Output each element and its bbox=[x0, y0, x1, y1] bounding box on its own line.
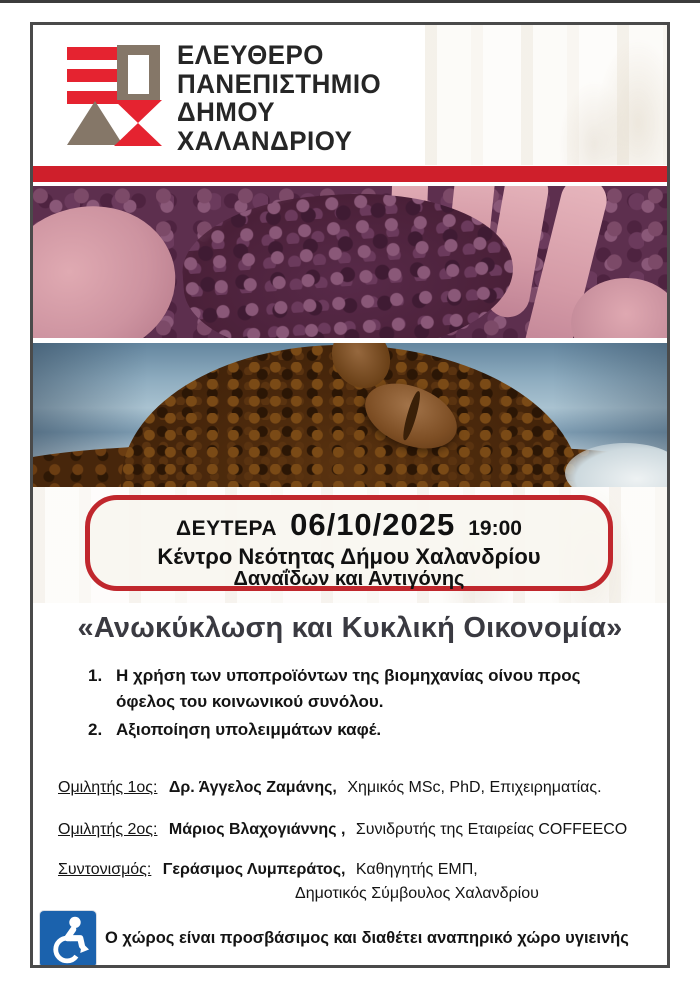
speaker-label: Ομιλητής 1ος: bbox=[58, 779, 158, 796]
speaker-desc: Χημικός MSc, PhD, Επιχειρηματίας. bbox=[347, 779, 602, 796]
org-name-line: ΠΑΝΕΠΙΣΤΗΜΙΟ bbox=[177, 68, 382, 99]
speaker-line bbox=[58, 779, 602, 797]
coffee-grounds-photo bbox=[33, 343, 667, 487]
moderator-label: Συντονισμός: bbox=[58, 861, 152, 878]
org-name-line: ΔΗΜΟΥ bbox=[177, 97, 276, 128]
event-title: «Ανωκύκλωση και Κυκλική Οικονομία» bbox=[77, 612, 623, 644]
wine-pomace-photo bbox=[33, 186, 667, 338]
moderator-desc: Καθηγητής ΕΜΠ, bbox=[355, 861, 478, 878]
university-logo-icon bbox=[67, 45, 167, 147]
topic-text: Αξιοποίηση υπολειμμάτων καφέ. bbox=[116, 720, 382, 739]
moderator-name: Γεράσιμος Λυμπεράτος, bbox=[162, 861, 346, 878]
moderator-desc-line2: Δημοτικός Σύμβουλος Χαλανδρίου bbox=[295, 885, 539, 902]
topic-number: 1. bbox=[88, 666, 103, 685]
event-day: ΔΕΥΤΕΡΑ bbox=[176, 517, 278, 540]
topic-number: 2. bbox=[88, 720, 103, 739]
topic-item bbox=[88, 663, 641, 714]
speaker-line bbox=[58, 821, 627, 839]
event-address: Δαναΐδων και Αντιγόνης bbox=[233, 568, 465, 590]
poster-frame bbox=[30, 22, 670, 968]
topic-text: Η χρήση των υποπροϊόντων της βιομηχανίας οίνου προς όφελος του κοινωνικού συνόλου. bbox=[116, 666, 581, 711]
event-time: 19:00 bbox=[468, 517, 522, 540]
event-datetime-line bbox=[90, 507, 608, 543]
fresco-background-header bbox=[425, 25, 667, 165]
moderator-line bbox=[58, 861, 478, 879]
organization-name bbox=[177, 41, 381, 155]
wheelchair-accessibility-icon bbox=[40, 911, 96, 967]
red-divider-bar bbox=[33, 166, 667, 182]
topic-item bbox=[88, 717, 381, 743]
org-name-line: ΕΛΕΥΘΕΡΟ bbox=[177, 40, 324, 70]
org-name-line: ΧΑΛΑΝΔΡΙΟΥ bbox=[177, 125, 353, 156]
speaker-desc: Συνιδρυτής της Εταιρείας COFFEECO bbox=[355, 821, 628, 838]
accessibility-text: Ο χώρος είναι προσβάσιμος και διαθέτει αναπηρικό χώρο υγιεινής bbox=[105, 929, 629, 947]
event-details-box bbox=[85, 495, 613, 591]
speaker-name: Δρ. Άγγελος Ζαμάνης, bbox=[168, 779, 337, 796]
event-date: 06/10/2025 bbox=[290, 507, 456, 542]
speaker-label: Ομιλητής 2ος: bbox=[58, 821, 158, 838]
speaker-name: Μάριος Βλαχογιάννης , bbox=[168, 821, 346, 838]
top-window-edge bbox=[0, 0, 700, 3]
event-venue: Κέντρο Νεότητας Δήμου Χαλανδρίου bbox=[157, 544, 541, 569]
hand-palm-shape bbox=[33, 186, 194, 338]
